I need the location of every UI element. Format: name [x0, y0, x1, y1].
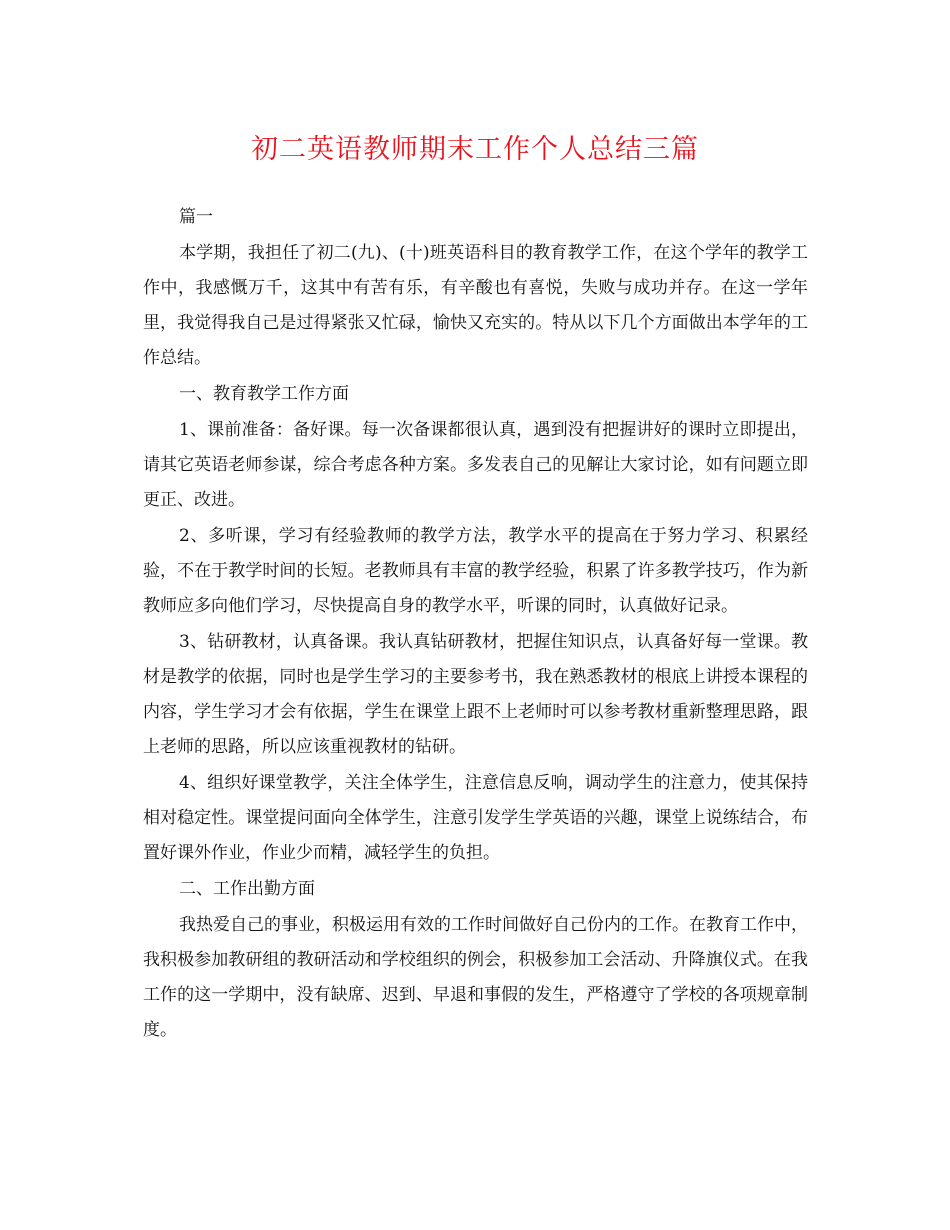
document-title: 初二英语教师期末工作个人总结三篇: [251, 134, 699, 165]
intro-paragraph: 本学期，我担任了初二(九)、(十)班英语科目的教育教学工作，在这个学年的教学工作中，我感慨万千，这其中有苦有乐，有辛酸也有喜悦，失败与成功并存。在这一学年里，我觉得我自己是过得紧张又忙碌，愉快又充实的。特从以下几个方面做出本学年的工作总结。: [143, 243, 808, 368]
paragraph-item-3: 3、钻研教材，认真备课。我认真钻研教材，把握住知识点，认真备好每一堂课。教材是教学的依据，同时也是学生学习的主要参考书，我在熟悉教材的根底上讲授本课程的内容，学生学习才会有依据，学生在课堂上跟不上老师时可以参考教材重新整理思路，跟上老师的思路，所以应该重视教材的钻研。: [143, 632, 808, 757]
paragraph-item-4: 4、组织好课堂教学，关注全体学生，注意信息反响，调动学生的注意力，使其保持相对稳定性。课堂提问面向全体学生，注意引发学生学英语的兴趣，课堂上说练结合，布置好课外作业，作业少而精，减轻学生的负担。: [143, 773, 808, 863]
section-heading-part-one: 篇一: [179, 207, 213, 227]
document-body: [143, 200, 808, 1048]
paragraph-item-1: 1、课前准备：备好课。每一次备课都很认真，遇到没有把握讲好的课时立即提出，请其它英语老师参谋，综合考虑各种方案。多发表自己的见解让大家讨论，如有问题立即更正、改进。: [143, 420, 808, 510]
section-heading-teaching: 一、教育教学工作方面: [179, 384, 349, 404]
paragraph-item-2: 2、多听课，学习有经验教师的教学方法，教学水平的提高在于努力学习、积累经验，不在于教学时间的长短。老教师具有丰富的教学经验，积累了许多教学技巧，作为新教师应多向他们学习，尽快提高自身的教学水平，听课的同时，认真做好记录。: [143, 526, 808, 616]
section-heading-attendance: 二、工作出勤方面: [179, 879, 315, 899]
attendance-paragraph: 我热爱自己的事业，积极运用有效的工作时间做好自己份内的工作。在教育工作中，我积极参加教研组的教研活动和学校组织的例会，积极参加工会活动、升降旗仪式。在我工作的这一学期中，没有缺席、迟到、早退和事假的发生，严格遵守了学校的各项规章制度。: [143, 915, 808, 1040]
